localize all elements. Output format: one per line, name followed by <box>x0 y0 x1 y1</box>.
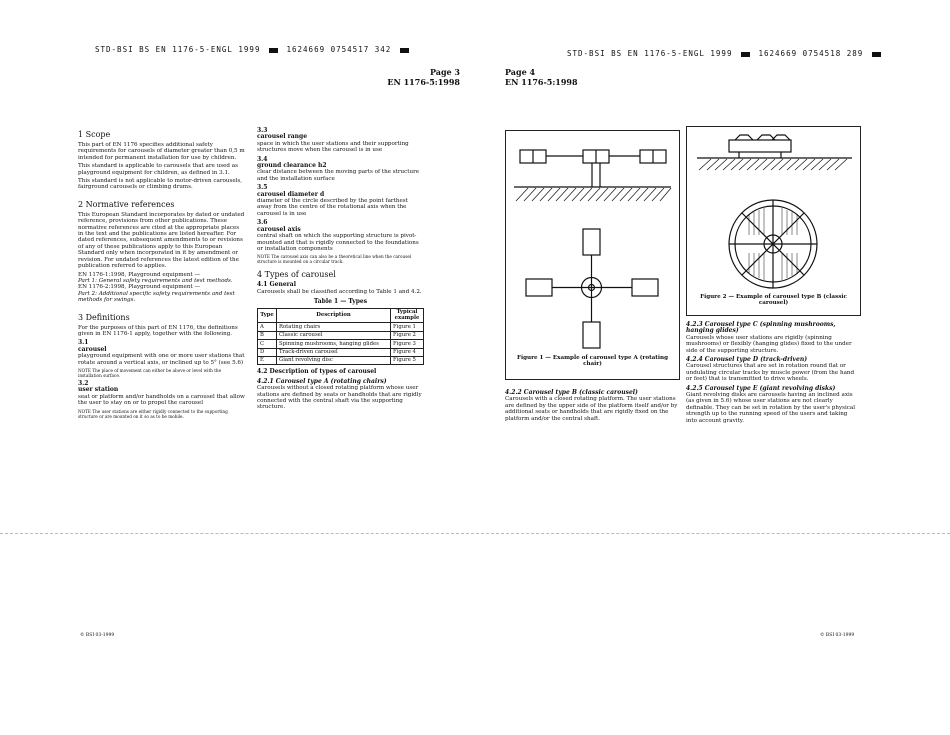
header-bar-mark <box>269 48 278 53</box>
def-3-3-term: carousel range <box>257 133 308 141</box>
left-page-number: Page 3 <box>429 67 460 77</box>
types-heading: 4 Types of carousel <box>257 270 336 280</box>
table-cell-type: B <box>258 331 277 339</box>
section-4-2-2-heading: 4.2.2 Carousel type B (classic carousel) <box>505 389 638 396</box>
right-column-2 <box>686 322 860 426</box>
scan-line-divider <box>0 533 950 534</box>
section-4-2-4-text: Carousel structures that are set in rotation round flat or undulating circular tracks by muscle power (from the hand or feet) that is transmitted to drive wheels. <box>686 363 855 383</box>
definitions-heading: 3 Definitions <box>78 312 130 322</box>
left-page-label <box>340 67 460 87</box>
scope-paragraph: This part of EN 1176 specifies additional safety requirements for carousels of diameter greater than 0,5 m intended for permanent installation for use by children. <box>78 142 245 161</box>
table-cell-description: Track-driven carousel <box>277 348 391 356</box>
def-3-1-text: playground equipment with one or more user stations that rotate around a vertical axis, or inclined up to 5° (see 5.6) <box>78 353 245 366</box>
section-4-2-1-text: Carousels without a closed rotating platform whose user stations are defined by seats or handholds that are rigidly connected with the central shaft via the supporting structure. <box>257 385 422 411</box>
right-header-code: STD-BSI BS EN 1176-5-ENGL 1999 <box>567 49 733 58</box>
table-cell-description: Rotating chairs <box>277 323 391 331</box>
def-3-6-note: NOTE The carousel axis can also be a theoretical line when the carousel structure is mounted on a circular track. <box>257 254 412 265</box>
left-standard-number: EN 1176-5:1998 <box>387 77 460 87</box>
def-3-4-number: 3.4 <box>257 155 268 163</box>
header-bar-mark <box>400 48 409 53</box>
def-3-6-text: central shaft on which the supporting structure is pivot-mounted and that is rigidly connected to the foundations or installation components <box>257 233 419 252</box>
platform-side-icon <box>729 140 791 152</box>
table-row <box>258 356 424 364</box>
section-4-1-text: Carousels shall be classified according to Table 1 and 4.2. <box>257 288 422 295</box>
types-table <box>257 308 424 366</box>
table-cell-description: Giant revolving disc <box>277 356 391 364</box>
right-header-ref: 1624669 0754518 289 <box>758 49 864 58</box>
table-row <box>258 323 424 331</box>
def-3-3-text: space in which the user stations and their supporting structures move when the carousel is in use <box>257 140 409 154</box>
definitions-intro: For the purposes of this part of EN 1176, the definitions given in EN 1176-1 apply, together with the following. <box>78 324 238 337</box>
def-3-1-number: 3.1 <box>78 339 89 347</box>
table-cell-type: A <box>258 323 277 331</box>
ground-hatch-icon <box>516 188 671 201</box>
def-3-5-number: 3.5 <box>257 184 268 192</box>
table-header-example: Typical example <box>391 308 424 323</box>
right-page-number: Page 4 <box>505 67 536 77</box>
def-3-4-text: clear distance between the moving parts of the structure and the installation surface <box>257 169 420 182</box>
reference-1: EN 1176-1:1998, Playground equipment — Part 1: General safety requirements and test methods. <box>78 271 233 284</box>
figure-1-frame <box>505 130 680 380</box>
section-4-2-heading: 4.2 Description of types of carousel <box>257 368 377 376</box>
normative-heading: 2 Normative references <box>78 199 175 209</box>
def-3-6-term: carousel axis <box>257 225 301 233</box>
def-3-6-number: 3.6 <box>257 219 268 227</box>
figure-2-caption: Figure 2 — Example of carousel type B (classic carousel) <box>700 294 847 307</box>
table-cell-example: Figure 1 <box>391 323 424 331</box>
table-row <box>258 340 424 348</box>
table-cell-example: Figure 2 <box>391 331 424 339</box>
def-3-5-text: diameter of the circle described by the point farthest away from the centre of the rotational axis when the carousel is in use <box>257 198 408 217</box>
figure-2-carousel-type-b <box>687 127 860 292</box>
section-4-2-4-heading: 4.2.4 Carousel type D (track-driven) <box>686 356 808 364</box>
right-standard-number: EN 1176-5:1998 <box>505 77 578 87</box>
def-3-3-number: 3.3 <box>257 127 268 134</box>
section-4-2-3-heading: 4.2.3 Carousel type C (spinning mushrooms, hanging glides) <box>686 321 836 335</box>
def-3-5-term: carousel diameter d <box>257 190 325 198</box>
section-4-2-5-heading: 4.2.5 Carousel type E (giant revolving disks) <box>686 384 836 392</box>
def-3-1-note: NOTE The place of movement can either be above or level with the installation surface. <box>78 367 222 378</box>
right-column-1 <box>505 390 678 424</box>
ground-hatch-icon <box>699 159 847 170</box>
table-cell-type: E <box>258 356 277 364</box>
def-3-4-term: ground clearance h2 <box>257 162 327 170</box>
scope-heading: 1 Scope <box>78 130 111 139</box>
def-3-2-number: 3.2 <box>78 379 89 387</box>
figure-1-carousel-type-a <box>506 131 679 351</box>
section-4-1-heading: 4.1 General <box>257 281 296 289</box>
left-column-1 <box>78 126 246 421</box>
table-cell-example: Figure 3 <box>391 340 424 348</box>
table-cell-example: Figure 4 <box>391 348 424 356</box>
def-3-1-term: carousel <box>78 345 107 353</box>
table-1-title: Table 1 — Types <box>313 298 368 306</box>
table-cell-type: C <box>258 340 277 348</box>
header-bar-mark <box>872 52 881 57</box>
right-footer: © BSI 03-1999 <box>820 633 855 638</box>
scope-paragraph: This standard is not applicable to motor-driven carousels, fairground carousels or climbing drums. <box>78 178 243 191</box>
figure-1-caption: Figure 1 — Example of carousel type A (rotating chair) <box>517 355 668 368</box>
table-header-type: Type <box>258 308 277 323</box>
def-3-2-text: seat or platform and/or handholds on a carousel that allow the user to stay on or to propel the carousel <box>78 393 245 407</box>
table-row <box>258 331 424 339</box>
left-page-header <box>95 45 412 54</box>
header-bar-mark <box>741 52 750 57</box>
normative-paragraph: This European Standard incorporates by dated or undated reference, provisions from other publications. These normative references are cited at the appropriate places in the text and the publications are listed hereafter. For dated references, subsequent amendments to or revisions of any of these publications apply to this European Standard only when incorporated in it by amendment or revision. For undated references the latest edition of the publication referred to applies. <box>78 211 245 270</box>
table-header-description: Description <box>277 308 391 323</box>
classic-carousel-plan-icon <box>729 200 817 288</box>
def-3-2-term: user station <box>78 386 119 394</box>
section-4-2-5-text: Giant revolving disks are carousels having an inclined axis (as given in 5.6) whose user stations are not clearly definable. They can be set in rotation by the user's physical strength up to the running speed of the users and taking into account gravity. <box>686 392 856 424</box>
table-cell-description: Classic carousel <box>277 331 391 339</box>
right-page-header <box>567 49 884 58</box>
section-4-2-1-heading: 4.2.1 Carousel type A (rotating chairs) <box>257 377 387 385</box>
left-footer: © BSI 03-1999 <box>80 633 115 638</box>
def-3-2-note: NOTE The user stations are either rigidly connected to the supporting structure or are mounted on it so as to be mobile. <box>78 408 228 419</box>
left-header-ref: 1624669 0754517 342 <box>286 45 392 54</box>
section-4-2-3-text: Carousels whose user stations are rigidly (spinning mushrooms) or flexibly (hanging glides) fixed to the under side of the supporting structure. <box>686 334 852 354</box>
figure-2-frame <box>686 126 861 316</box>
plan-view-icon <box>526 229 658 348</box>
table-row <box>258 348 424 356</box>
right-page-label <box>505 67 578 87</box>
reference-2: EN 1176-2:1998, Playground equipment — Part 2: Additional specific safety requirements and test methods for swings. <box>78 284 235 304</box>
section-4-2-2-text: Carousels with a closed rotating platform. The user stations are defined by the upper side of the platform itself and/or by additional seats or handholds that are rigidly fixed on the platform and/or the central shaft. <box>505 396 678 422</box>
table-cell-description: Spinning mushrooms, hanging glides <box>277 340 391 348</box>
left-header-code: STD-BSI BS EN 1176-5-ENGL 1999 <box>95 45 261 54</box>
table-cell-example: Figure 5 <box>391 356 424 364</box>
scope-paragraph: This standard is applicable to carousels that are used as playground equipment for children, as defined in 3.1. <box>78 163 238 176</box>
left-column-2 <box>257 128 424 413</box>
table-cell-type: D <box>258 348 277 356</box>
